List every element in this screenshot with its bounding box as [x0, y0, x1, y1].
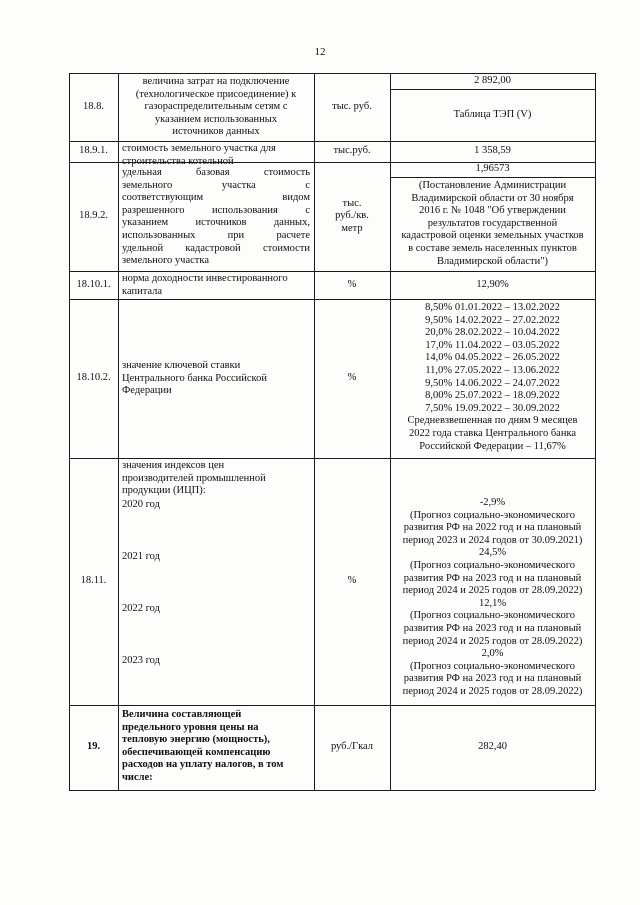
row-number: 18.9.1. [79, 145, 108, 157]
row-unit: % [347, 372, 357, 384]
row-description: Величина составляющей предельного уровня цены на тепловую энергию (мощность), обеспечивающей компенсацию расходов на уплату налогов, в том числе: [122, 709, 284, 783]
year-label: 2021 год [122, 551, 160, 562]
row-unit: % [347, 575, 357, 587]
row-number: 18.10.2. [76, 372, 111, 384]
row-unit: тыс. руб. [332, 100, 372, 112]
year-label: 2020 год [122, 499, 160, 510]
row-number: 18.10.1. [76, 278, 111, 290]
row-value-source: (Постановление Администрации Владимирской области от 30 ноября 2016 г. № 1048 "Об утверждении результатов государственной кадастровой оценки земельных участков в составе земель населенных пунктов Владимирской области") [401, 180, 584, 267]
row-value-source: Таблица ТЭП (V) [453, 108, 532, 120]
page-number: 12 [314, 46, 326, 58]
row-value: 282,40 [478, 741, 507, 753]
row-value: -2,9% (Прогноз социально-экономического развития РФ на 2022 год и на плановый период 2023 и 2024 годов от 30.09.2021) 24,5% (Прогноз социально-экономического развития РФ на 2023 год и на плановый период 2024 и 2025 годов от 28.09.2022) 12,1% (Прогноз социально-экономического развития РФ на 2023 год и на плановый период 2024 и 2025 годов от 28.09.2022) 2,0% (Прогноз социально-экономического развития РФ на 2023 год и на плановый период 2024 и 2025 годов от 28.09.2022) [402, 497, 583, 697]
row-number: 19. [86, 741, 101, 753]
row-description: стоимость земельного участка для строительства котельной [122, 143, 276, 167]
row-unit: тыс. руб./кв. метр [335, 197, 369, 234]
row-unit: % [347, 278, 357, 290]
row-description: норма доходности инвестированного капитала [122, 273, 288, 297]
year-label: 2023 год [122, 655, 160, 666]
year-label: 2022 год [122, 603, 160, 614]
row-value: 1,96573 [475, 163, 510, 175]
row-number: 18.11. [80, 575, 107, 587]
row-unit: руб./Гкал [330, 741, 374, 753]
row-value: 12,90% [476, 278, 509, 290]
row-value: 1 358,59 [474, 145, 511, 157]
row-number: 18.8. [83, 100, 104, 112]
row-value: 8,50% 01.01.2022 – 13.02.2022 9,50% 14.02.2022 – 27.02.2022 20,0% 28.02.2022 – 10.04.2022 17,0% 11.04.2022 – 03.05.2022 14,0% 04.05.2022 – 26.05.2022 11,0% 27.05.2022 – 13.06.2022 9,50% 14.06.2022 – 24.07.2022 8,00% 25.07.2022 – 18.09.2022 7,50% 19.09.2022 – 30.09.2022 Средневзвешенная по дням 9 месяцев 2022 года ставка Центрального банка Российской Федерации – 11,67% [407, 302, 578, 452]
row-value: 2 892,00 [474, 74, 511, 86]
row-number: 18.9.2. [79, 210, 108, 222]
row-description: значения индексов цен производителей промышленной продукции (ИЦП): [122, 460, 266, 497]
row-description: значение ключевой ставки Центрального банка Российской Федерации [122, 360, 267, 397]
row-description: величина затрат на подключение (технологическое присоединение) к газораспределительным сетям с указанием использованных источников данных [135, 76, 297, 138]
row-unit: тыс.руб. [333, 145, 371, 157]
row-description: удельная базовая стоимость земельного участка с соответствующим видом разрешенного использования с указанием источников данных, использованных при расчете удельной кадастровой стоимости земельного участка [122, 167, 310, 267]
